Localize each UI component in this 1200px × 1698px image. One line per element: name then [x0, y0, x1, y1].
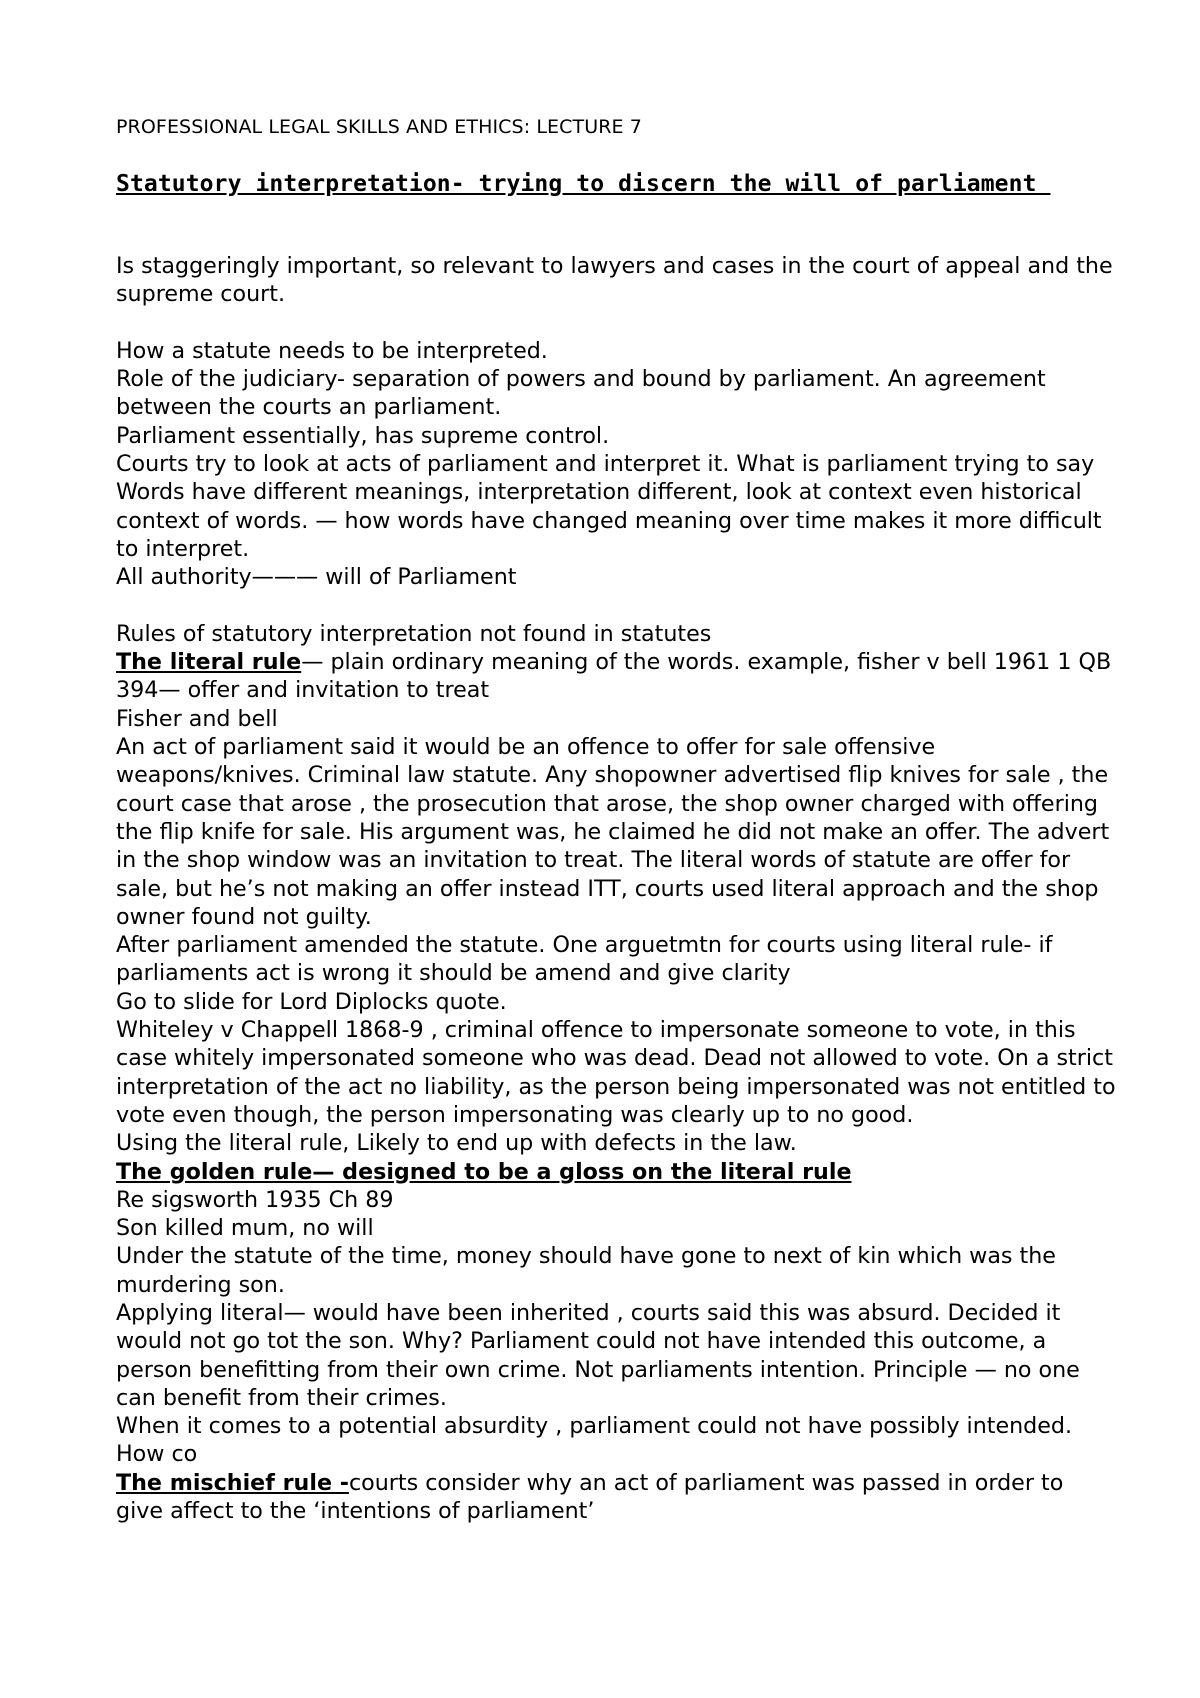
point-paragraph: Role of the judiciary- separation of powers and bound by parliament. An agreement between the courts an parliament.: [116, 366, 1046, 421]
mischief-rule-text: courts consider why an act of parliament was passed in order to give affect to the ‘intentions of parliament’: [116, 1469, 1064, 1525]
golden-rule-detail: Re sigsworth 1935 Ch 89: [116, 1186, 394, 1213]
intro-paragraph: Is staggeringly important, so relevant to lawyers and cases in the court of appeal and the supreme court.: [116, 253, 1113, 308]
lecture-header: PROFESSIONAL LEGAL SKILLS AND ETHICS: LECTURE 7: [116, 116, 642, 138]
rules-intro: Rules of statutory interpretation not found in statutes: [116, 620, 712, 647]
document-body: [116, 252, 1116, 1525]
literal-rule-detail: An act of parliament said it would be an offence to offer for sale offensive weapons/knives. Criminal law statute. Any shopowner advertised flip knives for sale , the court case that arose , the prosecution that arose, the shop owner charged with offering the flip knife for sale. His argument was, he claimed he did not make an offer. The advert in the shop window was an invitation to treat. The literal words of statute are offer for sale, but he’s not making an offer instead ITT, courts used literal approach and the shop owner found not guilty.: [116, 734, 1110, 930]
mischief-rule-heading: The mischief rule -: [116, 1469, 349, 1496]
literal-rule-detail: Whiteley v Chappell 1868-9 , criminal offence to impersonate someone to vote, in this case whitely impersonated someone who was dead. Dead not allowed to vote. On a strict interpretation of the act no liability, as the person being impersonated was not entitled to vote even though, the person impersonating was clearly up to no good.: [116, 1017, 1116, 1128]
point-paragraph: All authority——— will of Parliament: [116, 564, 517, 591]
literal-rule-detail: Fisher and bell: [116, 705, 278, 732]
point-paragraph: Courts try to look at acts of parliament and interpret it. What is parliament trying to say: [116, 451, 1095, 478]
literal-rule-detail: After parliament amended the statute. One arguetmtn for courts using literal rule- if parliaments act is wrong it should be amend and give clarity: [116, 932, 1053, 987]
literal-rule-heading: The literal rule: [116, 649, 302, 676]
point-paragraph: Parliament essentially, has supreme control.: [116, 422, 610, 449]
golden-rule-detail: Under the statute of the time, money should have gone to next of kin which was the murdering son.: [116, 1243, 1056, 1298]
mischief-rule-paragraph: [116, 1469, 1116, 1526]
literal-rule-text: — plain ordinary meaning of the words. example, fisher v bell 1961 1 QB 394— offer and invitation to treat: [116, 649, 1112, 704]
golden-rule-detail: When it comes to a potential absurdity , parliament could not have possibly intended. How co: [116, 1413, 1073, 1468]
golden-rule-paragraph: [116, 1158, 1116, 1186]
golden-rule-detail: Applying literal— would have been inherited , courts said this was absurd. Decided it would not go tot the son. Why? Parliament could not have intended this outcome, a person benefitting from their own crime. Not parliaments intention. Principle — no one can benefit from their crimes.: [116, 1299, 1080, 1411]
golden-rule-heading: The golden rule— designed to be a gloss on the literal rule: [116, 1158, 852, 1185]
point-paragraph: Words have different meanings, interpretation different, look at context even historical context of words. — how words have changed meaning over time makes it more difficult to interpret.: [116, 479, 1102, 562]
point-paragraph: How a statute needs to be interpreted.: [116, 337, 548, 364]
document-title: Statutory interpretation- trying to discern the will of parliament: [116, 171, 1051, 197]
golden-rule-detail: Son killed mum, no will: [116, 1215, 374, 1242]
literal-rule-paragraph: [116, 648, 1116, 705]
literal-rule-detail: Using the literal rule, Likely to end up with defects in the law.: [116, 1130, 797, 1157]
literal-rule-detail: Go to slide for Lord Diplocks quote.: [116, 988, 507, 1015]
